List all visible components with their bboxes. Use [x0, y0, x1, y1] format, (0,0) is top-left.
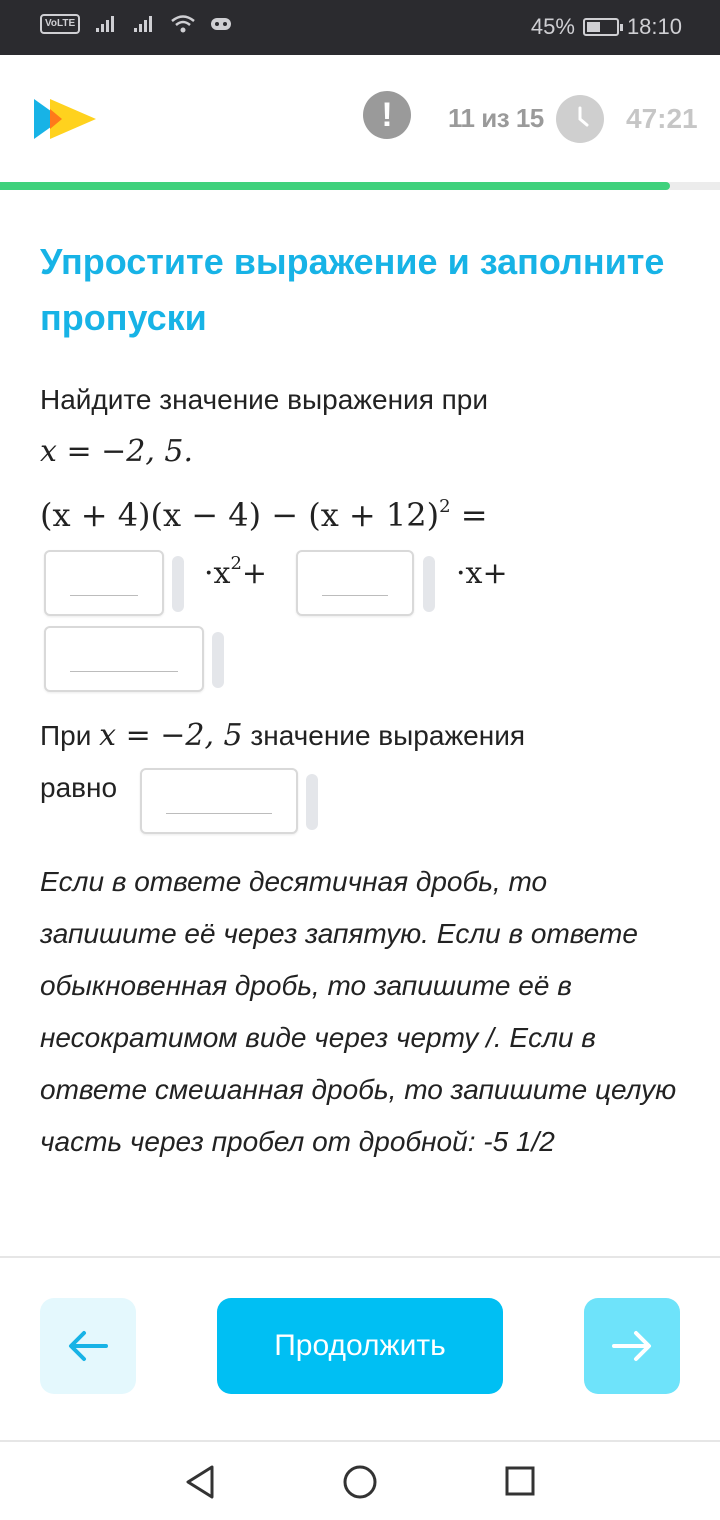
drag-handle[interactable]	[423, 556, 435, 612]
timer: 47:21	[626, 103, 698, 134]
expression-equals: =	[460, 496, 488, 534]
value-input[interactable]	[140, 768, 298, 834]
signal-icon	[94, 14, 118, 34]
square-recents-icon[interactable]	[504, 1464, 536, 1500]
app-header	[0, 55, 720, 185]
volte-badge: VoLTE	[40, 14, 80, 34]
clock-hands-icon	[556, 95, 604, 143]
constant-input[interactable]	[44, 626, 204, 692]
input-underline	[70, 595, 138, 596]
coefficient-x2-input[interactable]	[44, 550, 164, 616]
term-x-squared	[204, 553, 268, 591]
answer-suffix: значение выражения	[250, 720, 526, 751]
triangle-back-icon[interactable]	[184, 1464, 216, 1500]
answer-equals-label: равно	[40, 772, 118, 803]
term-x2-power: 2	[230, 553, 242, 574]
input-underline	[322, 595, 388, 596]
term-x: ·x+	[456, 556, 508, 591]
instruction-text: Найдите значение выражения при	[40, 384, 489, 415]
clock: 18:10	[626, 14, 682, 39]
drag-handle[interactable]	[306, 774, 318, 830]
coefficient-x-input[interactable]	[296, 550, 414, 616]
battery-level	[587, 22, 600, 32]
status-bar	[0, 0, 720, 55]
status-icons-left	[40, 14, 232, 34]
answer-prefix: При	[40, 720, 92, 751]
input-underline	[166, 813, 272, 814]
expression-body: (x + 4)(x − 4) − (x + 12)	[40, 496, 440, 534]
expression	[40, 496, 488, 534]
status-icons-right	[531, 14, 682, 40]
drag-handle[interactable]	[212, 632, 224, 688]
progress-bar-fill	[0, 182, 670, 190]
answer-math: x = −2, 5	[99, 718, 243, 753]
arrow-left-icon	[66, 1328, 110, 1364]
next-button[interactable]	[584, 1298, 680, 1394]
answer-sentence	[40, 718, 525, 753]
input-underline	[70, 671, 178, 672]
answer-format-hint: Если в ответе десятичная дробь, то запишите её через запятую. Если в ответе обыкновенная дробь, то запишите её в несократимом виде через черту /. Если в ответе смешанная дробь, то запишите целую часть через пробел от дробной: -5 1/2	[40, 866, 677, 1157]
instruction-value: x = −2, 5.	[40, 434, 194, 469]
term-x2-text: ·x	[204, 556, 231, 591]
brand-logo-icon	[32, 95, 98, 143]
battery-percent: 45%	[530, 14, 575, 39]
signal-icon-2	[132, 14, 156, 34]
footer-divider	[0, 1256, 720, 1258]
expression-power: 2	[439, 496, 451, 517]
task-title: Упростите выражение и заполните пропуски	[40, 241, 665, 338]
gamepad-icon	[210, 15, 232, 33]
circle-home-icon[interactable]	[342, 1464, 378, 1500]
term-plus: +	[241, 556, 268, 591]
clock-icon	[556, 95, 604, 143]
battery-icon	[583, 18, 619, 36]
arrow-right-icon	[610, 1328, 654, 1364]
progress-bar	[0, 182, 720, 190]
report-issue-button[interactable]: !	[363, 91, 411, 139]
continue-button[interactable]: Продолжить	[217, 1298, 503, 1394]
drag-handle[interactable]	[172, 556, 184, 612]
previous-button[interactable]	[40, 1298, 136, 1394]
wifi-icon	[170, 14, 196, 34]
question-counter: 11 из 15	[448, 103, 544, 133]
system-navigation-bar	[0, 1440, 720, 1520]
